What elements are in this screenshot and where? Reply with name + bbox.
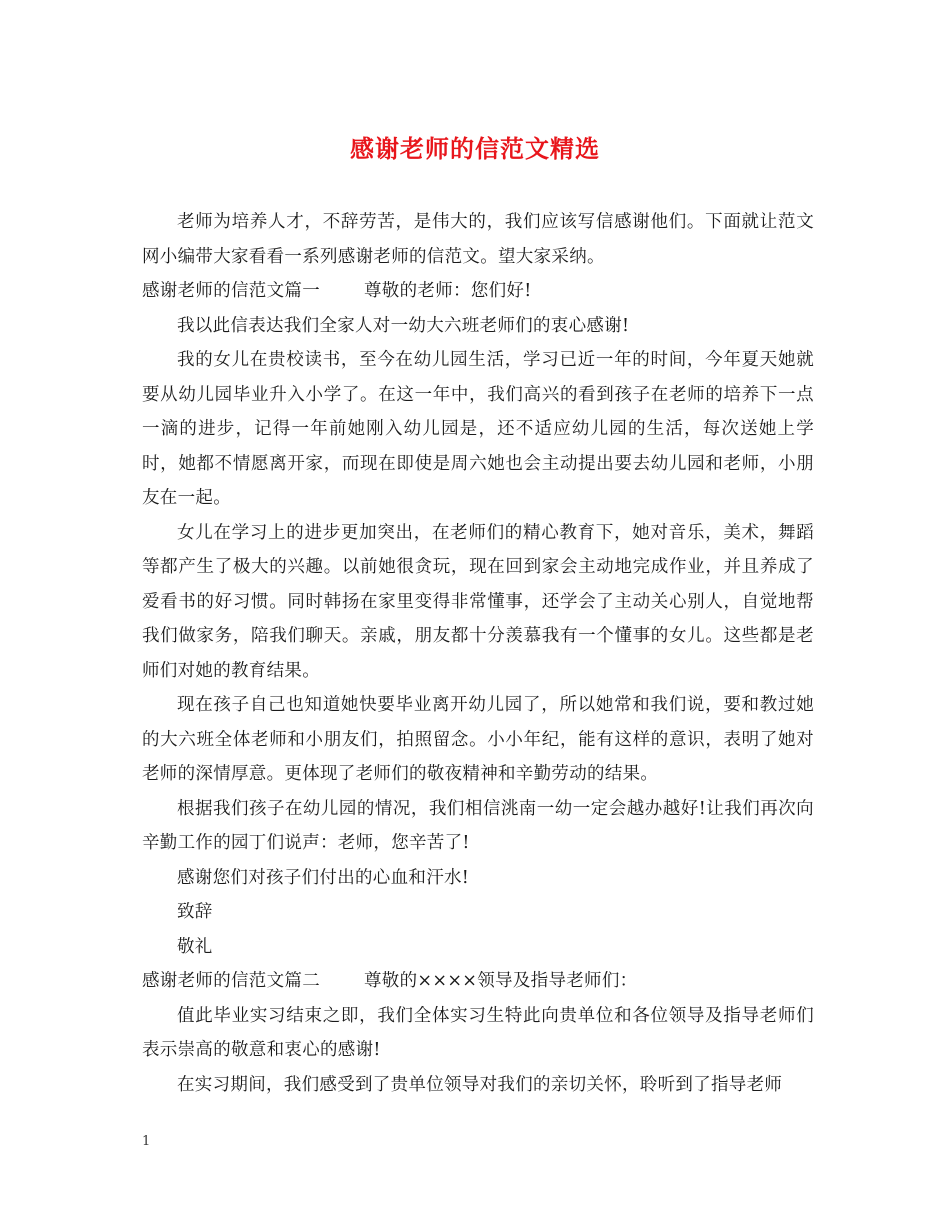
section-greeting: 尊敬的老师：您们好! — [364, 281, 532, 301]
section-label: 感谢老师的信范文篇二 — [142, 971, 320, 991]
section-heading-1 — [142, 274, 814, 309]
section-greeting: 尊敬的××××领导及指导老师们： — [364, 971, 638, 991]
body-paragraph: 女儿在学习上的进步更加突出，在老师们的精心教育下，她对音乐，美术，舞蹈等都产生了极大的兴趣。以前她很贪玩，现在回到家会主动地完成作业，并且养成了爱看书的好习惯。同时韩扬在家里变得非常懂事，还学会了主动关心别人，自觉地帮我们做家务，陪我们聊天。亲戚，朋友都十分羡慕我有一个懂事的女儿。这些都是老师们对她的教育结果。 — [142, 522, 814, 681]
body-paragraph: 在实习期间，我们感受到了贵单位领导对我们的亲切关怀，聆听到了指导老师 — [177, 1074, 783, 1095]
document-body — [142, 205, 814, 1102]
body-paragraph: 值此毕业实习结束之即，我们全体实习生特此向贵单位和各位领导及指导老师们表示崇高的敬意和衷心的感谢! — [142, 1005, 814, 1060]
document-title: 感谢老师的信范文精选 — [350, 134, 600, 163]
body-paragraph: 我的女儿在贵校读书，至今在幼儿园生活，学习已近一年的时间，今年夏天她就要从幼儿园毕业升入小学了。在这一年中，我们高兴的看到孩子在老师的培养下一点一滴的进步，记得一年前她刚入幼儿园是，还不适应幼儿园的生活，每次送她上学时，她都不情愿离开家，而现在即使是周六她也会主动提出要去幼儿园和老师，小朋友在一起。 — [142, 350, 814, 508]
intro-paragraph: 老师为培养人才，不辞劳苦，是伟大的，我们应该写信感谢他们。下面就让范文网小编带大家看看一系列感谢老师的信范文。望大家采纳。 — [142, 212, 814, 267]
closing-line: 敬礼 — [177, 936, 213, 957]
page-number: 1 — [142, 1134, 151, 1149]
section-heading-2 — [142, 964, 814, 999]
closing-line: 致辞 — [177, 902, 213, 922]
body-paragraph: 我以此信表达我们全家人对一幼大六班老师们的衷心感谢! — [177, 315, 630, 336]
body-paragraph: 根据我们孩子在幼儿园的情况，我们相信洮南一幼一定会越办越好!让我们再次向辛勤工作的园丁们说声：老师，您辛苦了! — [142, 798, 814, 853]
body-paragraph: 现在孩子自己也知道她快要毕业离开幼儿园了，所以她常和我们说，要和教过她的大六班全体老师和小朋友们，拍照留念。小小年纪，能有这样的意识，表明了她对老师的深情厚意。更体现了老师们的敬夜精神和辛勤劳动的结果。 — [142, 695, 814, 784]
body-paragraph: 感谢您们对孩子们付出的心血和汗水! — [177, 867, 470, 888]
section-label: 感谢老师的信范文篇一 — [142, 281, 320, 301]
